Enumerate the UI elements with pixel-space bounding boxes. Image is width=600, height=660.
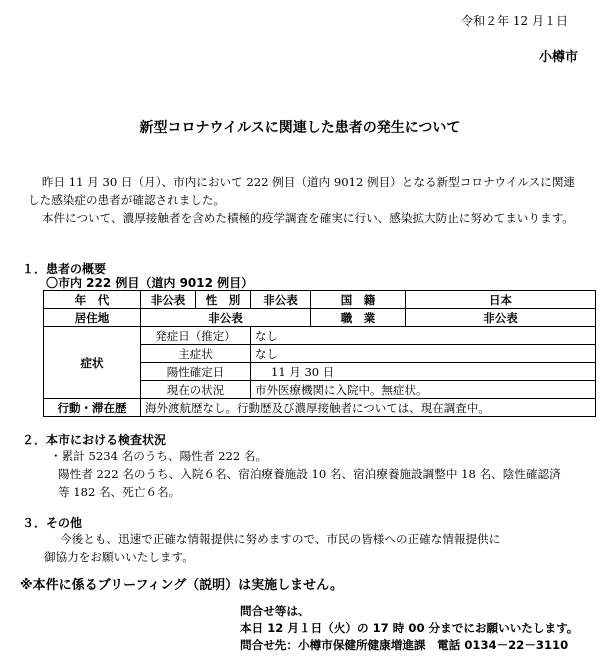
current-status-value: 市外医療機関に入院中。無症状。 (251, 381, 596, 399)
other-line-1: 今後とも、迅速で正確な情報提供に努めますので、市民の皆様への正確な情報提供に (60, 532, 501, 546)
residence-value: 非公表 (141, 309, 311, 327)
positive-date-label: 陽性確定日 (141, 363, 251, 381)
other-line-2: 御協力をお願いいたします。 (44, 550, 194, 564)
intro-paragraph-2: 本件について、濃厚接触者を含めた積極的疫学調査を確実に行い、感染拡大防止に努めてまいります。 (41, 211, 574, 225)
age-label: 年 代 (44, 291, 141, 309)
document-title: 新型コロナウイルスに関連した患者の発生について (139, 120, 461, 136)
onset-value: なし (251, 327, 596, 345)
briefing-notice: ※本件に係るブリーフィング（説明）は実施しません。 (20, 578, 343, 593)
patient-info-table (43, 290, 596, 417)
section-2-heading: ２．本市における検査状況 (22, 433, 167, 447)
sex-value: 非公表 (251, 291, 311, 309)
contact-intro: 問合せ等は、 (240, 604, 310, 618)
onset-label: 発症日（推定） (141, 327, 251, 345)
table-row (44, 309, 596, 327)
current-status-label: 現在の状況 (141, 381, 251, 399)
age-value: 非公表 (141, 291, 196, 309)
main-symptom-label: 主症状 (141, 345, 251, 363)
issuer-name: 小樽市 (538, 50, 578, 65)
symptoms-label: 症状 (44, 327, 141, 399)
positive-date-value: 11 月 30 日 (251, 363, 596, 381)
occupation-label: 職 業 (311, 309, 406, 327)
nationality-label: 国 籍 (311, 291, 406, 309)
contact-details: 問合せ先：小樽市保健所健康増進課 電話 0134－22－3110 (240, 638, 569, 652)
occupation-value: 非公表 (406, 309, 596, 327)
testing-breakdown-line-1: 陽性者 222 名のうち、入院６名、宿泊療養施設 10 名、宿泊療養施設調整中 18 名、陰性確認済 (58, 467, 561, 481)
activity-label: 行動・滞在歴 (44, 399, 141, 417)
main-symptom-value: なし (251, 345, 596, 363)
sex-label: 性 別 (196, 291, 251, 309)
testing-breakdown-line-2: 等 182 名、死亡６名。 (58, 485, 181, 499)
document-date: 令和２年 12 月１日 (461, 14, 568, 28)
activity-value: 海外渡航歴なし。行動歴及び濃厚接触者については、現在調査中。 (141, 399, 596, 417)
table-row (44, 291, 596, 309)
nationality-value: 日本 (406, 291, 596, 309)
intro-paragraph-1: 昨日 11 月 30 日（月）、市内において 222 例目（道内 9012 例目）となる新型コロナウイルスに関連した感染症の患者が確認されました。 (28, 175, 576, 207)
section-1-heading: １．患者の概要 (22, 262, 107, 276)
table-row (44, 399, 596, 417)
contact-deadline: 本日 12 月１日（火）の 17 時 00 分までにお願いいたします。 (240, 621, 579, 635)
case-label: 〇市内 222 例目（道内 9012 例目） (46, 276, 254, 290)
testing-total: ・累計 5234 名のうち、陽性者 222 名。 (50, 449, 268, 463)
table-row (44, 327, 596, 345)
section-3-heading: ３．その他 (22, 516, 83, 530)
residence-label: 居住地 (44, 309, 141, 327)
